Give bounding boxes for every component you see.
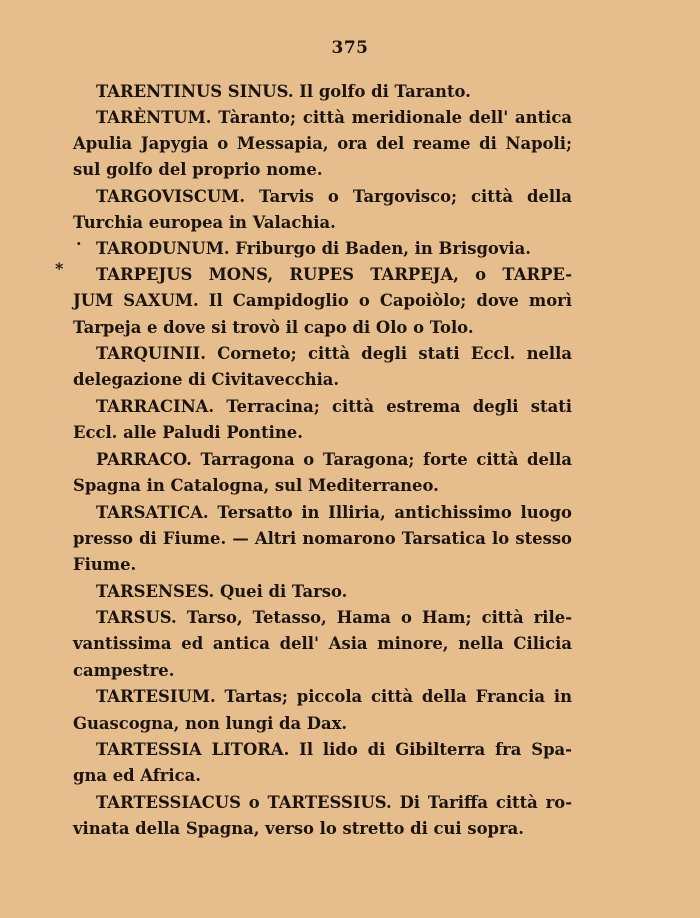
entry-line: TARPEJUS MONS, RUPES TARPEJA, o TARPE- [96,265,572,284]
entry-line: Turchia europea in Valachia. [73,213,336,232]
entry-line: TARSENSES. Quei di Tarso. [96,582,348,601]
entry-line: presso di Fiume. — Altri nomarono Tarsatica lo stesso [73,529,572,548]
entry-line: campestre. [73,661,175,680]
entry-line: TARSATICA. Tersatto in Illiria, antichissimo luogo [96,503,572,522]
entry-line: TARÈNTUM. Tàranto; città meridionale dell' antica [96,108,572,127]
entry-line: Eccl. alle Paludi Pontine. [73,423,303,442]
entry-line: gna ed Africa. [73,766,201,785]
entry-line: TARTESSIACUS o TARTESSIUS. Di Tariffa città ro- [96,793,572,812]
entry-line: vinata della Spagna, verso lo stretto di cui sopra. [73,819,524,838]
entry-line: delegazione di Civitavecchia. [73,370,340,389]
entry-line: PARRACO. Tarragona o Taragona; forte città della [96,450,572,469]
entry-line: sul golfo del proprio nome. [73,160,323,179]
entry-line: Tarpeja e dove si trovò il capo di Olo o Tolo. [73,318,474,337]
entry-line: Guascogna, non lungi da Dax. [73,714,348,733]
margin-asterisk-mark: * [55,259,64,278]
entry-line: JUM SAXUM. Il Campidoglio o Capoiòlo; dove morì [73,291,572,310]
entry-line: Apulia Japygia o Messapia, ora del reame di Napoli; [73,134,572,153]
entry-line: TARENTINUS SINUS. Il golfo di Taranto. [96,82,471,101]
entry-line: TARTESIUM. Tartas; piccola città della Francia in [96,687,572,706]
entry-line: Fiume. [73,555,137,574]
entry-line: TARRACINA. Terracina; città estrema degli stati [96,397,572,416]
entry-line: TARQUINII. Corneto; città degli stati Eccl. nella [96,344,572,363]
entry-line: vantissima ed antica dell' Asia minore, nella Cilicia [73,634,572,653]
entry-line: TARSUS. Tarso, Tetasso, Hama o Ham; città rile- [96,608,572,627]
page-number: 375 [331,38,369,58]
margin-bullet-mark: · [76,234,82,253]
entry-line: Spagna in Catalogna, sul Mediterraneo. [73,476,439,495]
entry-line: TARTESSIA LITORA. Il lido di Gibilterra fra Spa- [96,740,572,759]
entry-line: TARODUNUM. Friburgo di Baden, in Brisgovia. [96,239,531,258]
entry-line: TARGOVISCUM. Tarvis o Targovisco; città della [96,187,572,206]
